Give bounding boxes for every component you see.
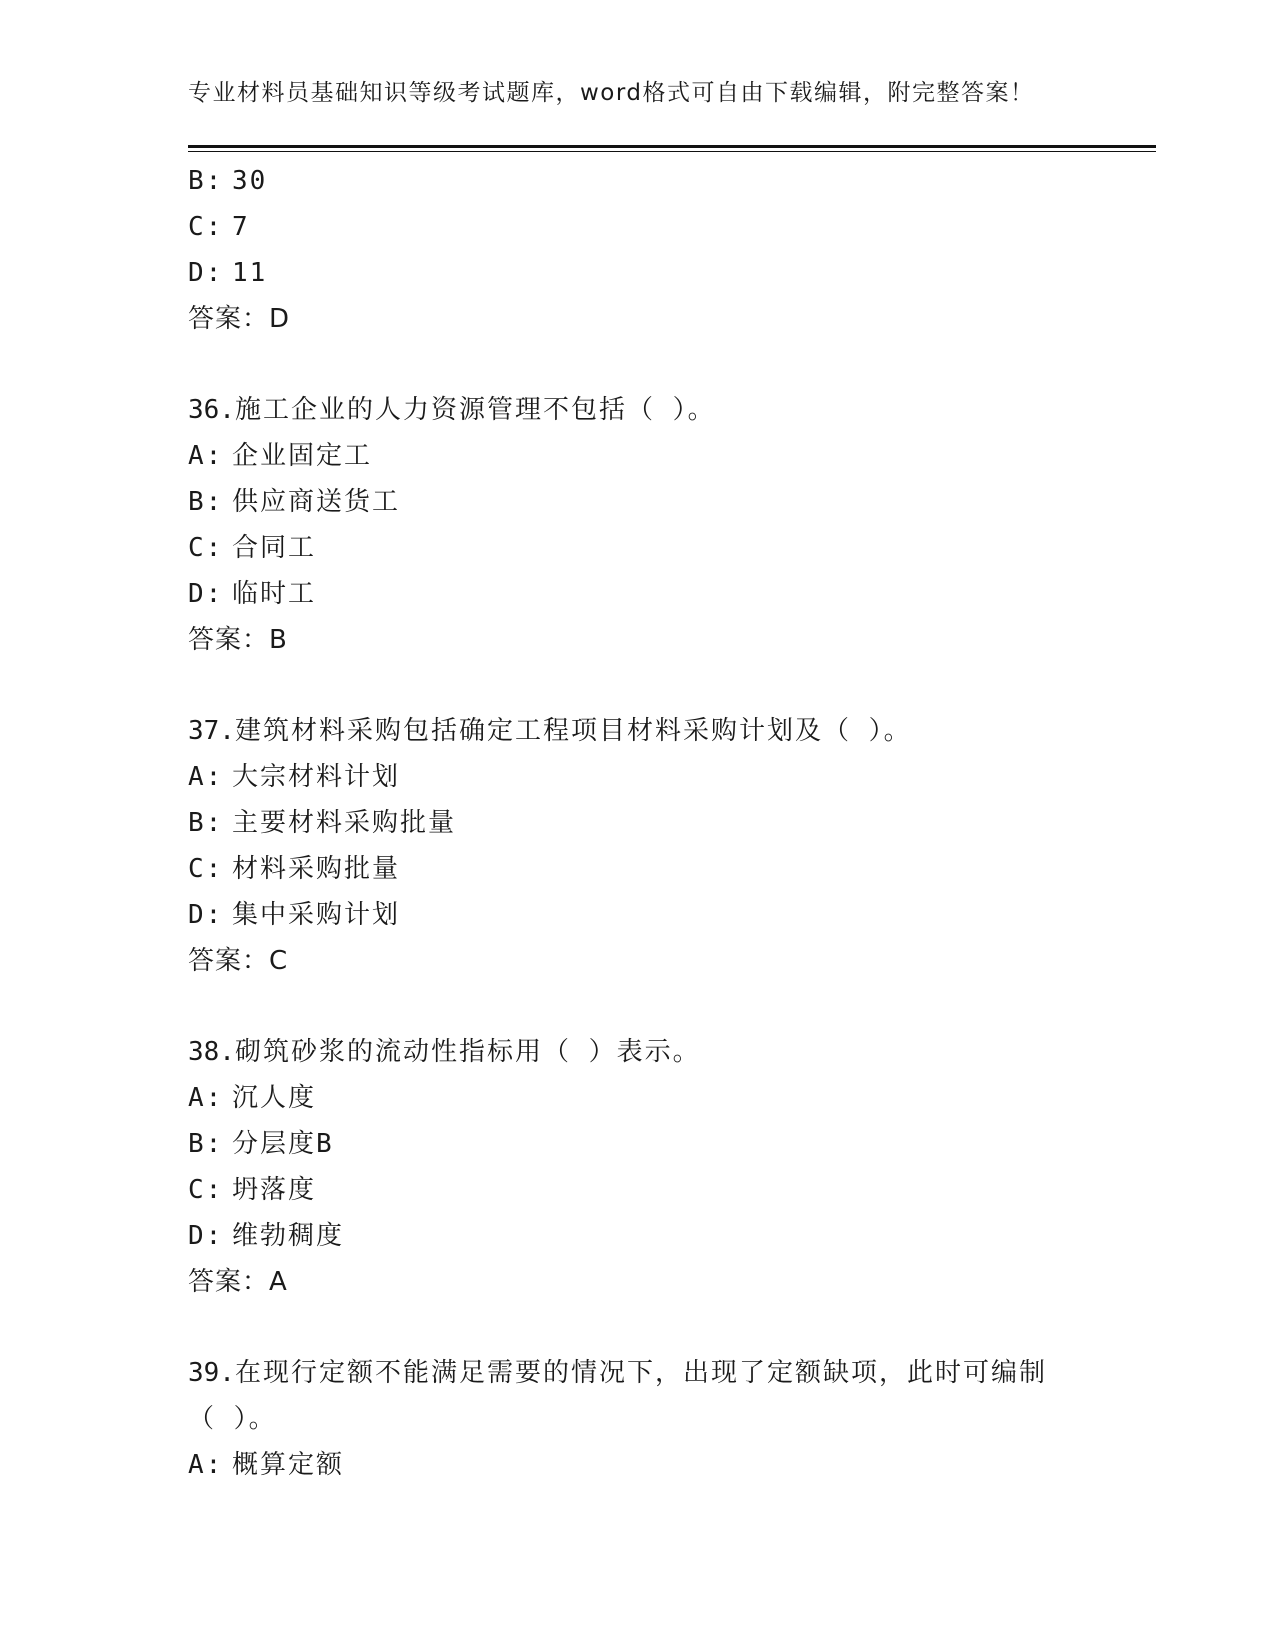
option-c: C: 合同工 [188, 533, 317, 563]
option-d: D: 集中采购计划 [188, 900, 401, 930]
question-36-title: 36.施工企业的人力资源管理不包括（ ）。 [188, 395, 716, 425]
option-b: B: 供应商送货工 [188, 487, 401, 517]
answer-line: 答案：C [188, 946, 289, 976]
question-content [188, 158, 1148, 1488]
option-a: A: 概算定额 [188, 1450, 345, 1480]
header-rule-thin [188, 151, 1156, 152]
option-c: C: 材料采购批量 [188, 854, 401, 884]
option-a: A: 大宗材料计划 [188, 762, 401, 792]
option-b: B: 30 [188, 166, 268, 196]
page-header: 专业材料员基础知识等级考试题库，word格式可自由下载编辑，附完整答案！ [188, 80, 1035, 106]
option-d: D: 11 [188, 258, 268, 288]
answer-line: 答案：B [188, 625, 288, 655]
option-b: B: 主要材料采购批量 [188, 808, 457, 838]
answer-line: 答案：A [188, 1267, 288, 1297]
question-38-title: 38.砌筑砂浆的流动性指标用（ ）表示。 [188, 1037, 701, 1067]
question-37-title: 37.建筑材料采购包括确定工程项目材料采购计划及（ ）。 [188, 716, 912, 746]
question-39-title: 39.在现行定额不能满足需要的情况下，出现了定额缺项，此时可编制 [188, 1358, 1047, 1388]
header-rule-thick [188, 145, 1156, 148]
option-d: D: 临时工 [188, 579, 317, 609]
option-d: D: 维勃稠度 [188, 1221, 345, 1251]
question-39-title-continued: （ ）。 [188, 1404, 277, 1434]
answer-line: 答案：D [188, 304, 291, 334]
option-a: A: 沉人度 [188, 1083, 317, 1113]
option-b: B: 分层度B [188, 1129, 334, 1159]
option-a: A: 企业固定工 [188, 441, 373, 471]
option-c: C: 7 [188, 212, 250, 242]
option-c: C: 坍落度 [188, 1175, 317, 1205]
